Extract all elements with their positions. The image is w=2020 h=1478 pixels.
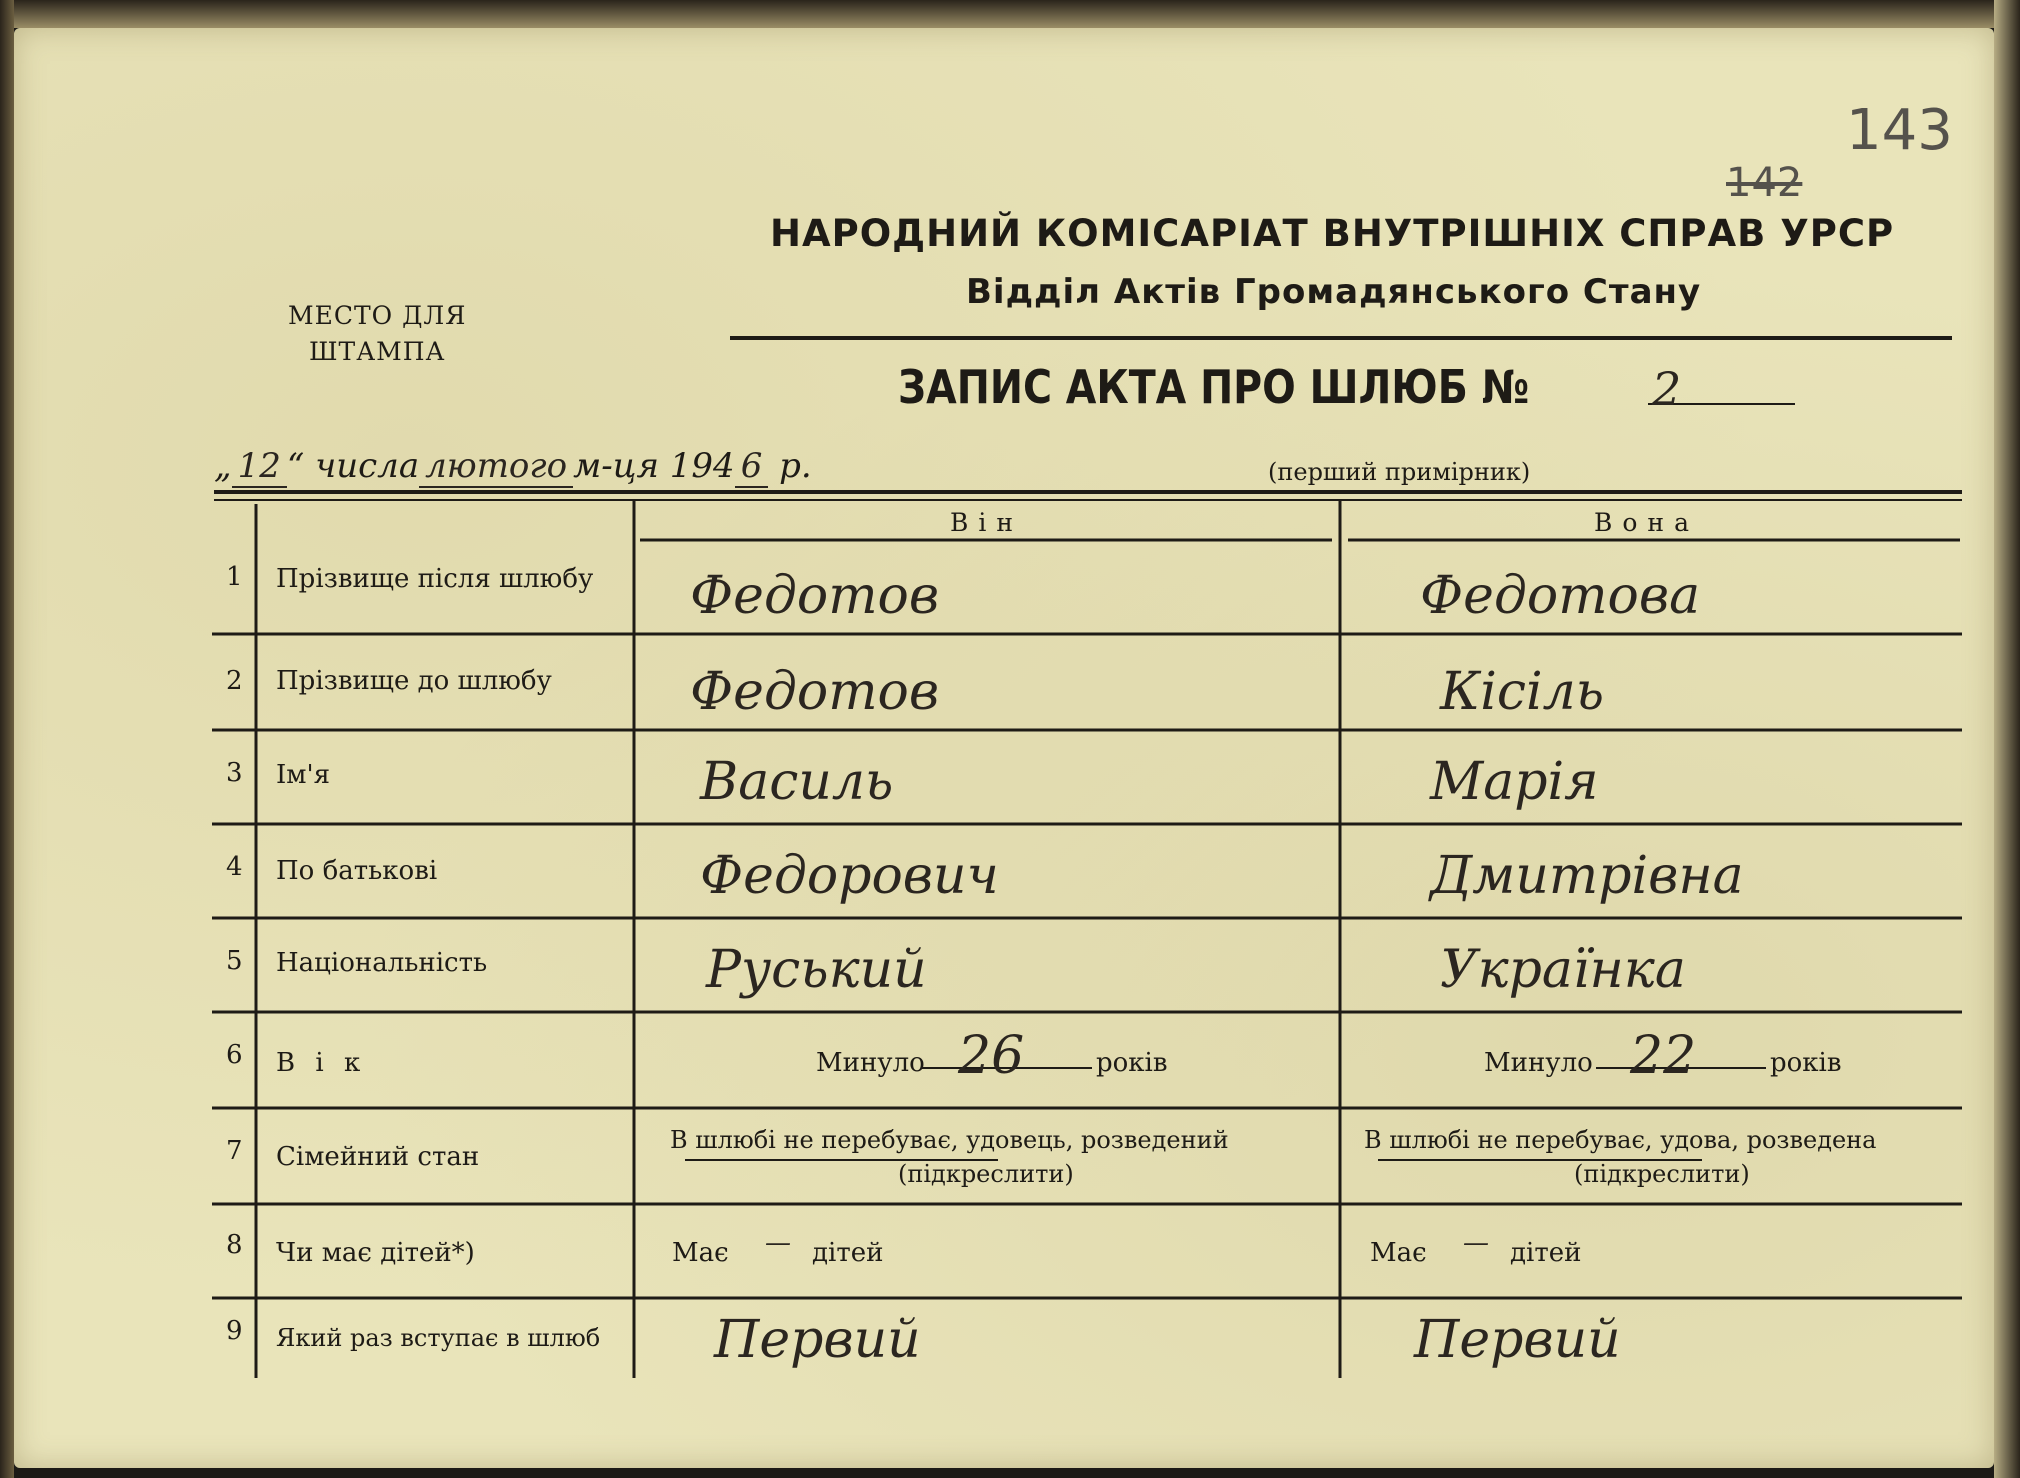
folio-number: 143 — [1846, 98, 1953, 163]
row-label: В і к — [276, 1048, 367, 1078]
she-nationality: Українка — [1440, 940, 1686, 1000]
she-marriage-count: Первий — [1414, 1310, 1621, 1370]
copy-label: (перший примірник) — [1268, 458, 1531, 486]
row-number: 4 — [226, 852, 243, 882]
date-year-digit: 6 — [735, 446, 769, 488]
row-number: 9 — [226, 1316, 243, 1346]
row-label: Який раз вступає в шлюб — [276, 1324, 601, 1352]
act-number: 2 — [1652, 362, 1682, 416]
she-surname-before: Кісіль — [1440, 662, 1605, 722]
date-day: 12 — [232, 446, 287, 488]
row-number: 5 — [226, 946, 243, 976]
she-children-suffix: дітей — [1510, 1238, 1582, 1268]
she-age-suffix: років — [1770, 1048, 1842, 1078]
he-age: 26 — [958, 1026, 1025, 1086]
he-age-suffix: років — [1096, 1048, 1168, 1078]
row-number: 1 — [226, 562, 243, 592]
he-children-suffix: дітей — [812, 1238, 884, 1268]
he-surname-before: Федотов — [690, 662, 940, 722]
she-patronymic: Дмитрівна — [1430, 846, 1744, 906]
date-month: лютого — [419, 446, 573, 488]
column-header-he: Він — [950, 508, 1024, 537]
row-number: 6 — [226, 1040, 243, 1070]
row-label: Прізвище до шлюбу — [276, 666, 552, 696]
she-marital-note: (підкреслити) — [1574, 1160, 1750, 1188]
row-number: 7 — [226, 1136, 243, 1166]
she-children-label: Має — [1370, 1238, 1427, 1268]
he-children-label: Має — [672, 1238, 729, 1268]
he-nationality: Руський — [706, 940, 927, 1000]
folio-number-previous: 142 — [1726, 160, 1803, 206]
row-number: 2 — [226, 666, 243, 696]
scan-edge-left — [0, 0, 14, 1478]
stamp-line-2: ШТАМПА — [309, 337, 446, 366]
he-first-name: Василь — [700, 752, 894, 812]
row-label: Національність — [276, 948, 488, 978]
he-children: — — [765, 1228, 791, 1258]
date-line: „ 12 “ числа лютого м-ця 194 6 р. — [214, 446, 812, 486]
row-label: Чи має дітей*) — [276, 1238, 475, 1268]
row-label: По батькові — [276, 856, 438, 886]
ministry-heading: НАРОДНИЙ КОМІСАРІАТ ВНУТРІШНІХ СПРАВ УРСР — [770, 212, 1895, 255]
he-age-label: Минуло — [816, 1048, 925, 1078]
she-surname-after: Федотова — [1420, 566, 1701, 626]
stamp-line-1: МЕСТО ДЛЯ — [288, 301, 467, 330]
date-month-label: м-ця 194 — [573, 446, 735, 486]
she-first-name: Марія — [1430, 752, 1599, 812]
date-year-suffix: р. — [779, 446, 812, 486]
date-day-label: числа — [315, 446, 420, 486]
row-label: Прізвище після шлюбу — [276, 564, 594, 594]
he-marital-note: (підкреслити) — [898, 1160, 1074, 1188]
he-patronymic: Федорович — [700, 846, 999, 906]
scan-edge-right — [1994, 0, 2020, 1478]
row-number: 8 — [226, 1230, 243, 1260]
he-marriage-count: Первий — [714, 1310, 921, 1370]
row-label: Сімейний стан — [276, 1142, 480, 1172]
document-title: ЗАПИС АКТА ПРО ШЛЮБ № — [898, 360, 1530, 414]
department-heading: Відділ Актів Громадянського Стану — [966, 272, 1702, 312]
he-marital-status: В шлюбі не перебуває, удовець, розведений — [670, 1126, 1229, 1154]
she-marital-status: В шлюбі не перебуває, удова, розведена — [1364, 1126, 1877, 1154]
row-number: 3 — [226, 758, 243, 788]
stamp-place-label — [288, 298, 466, 370]
she-age-label: Минуло — [1484, 1048, 1593, 1078]
scan-edge-top — [0, 0, 2020, 28]
she-children: — — [1463, 1228, 1489, 1258]
she-age: 22 — [1630, 1026, 1697, 1086]
row-label: Ім'я — [276, 760, 331, 790]
he-surname-after: Федотов — [690, 566, 940, 626]
column-header-she: Вона — [1594, 508, 1699, 537]
